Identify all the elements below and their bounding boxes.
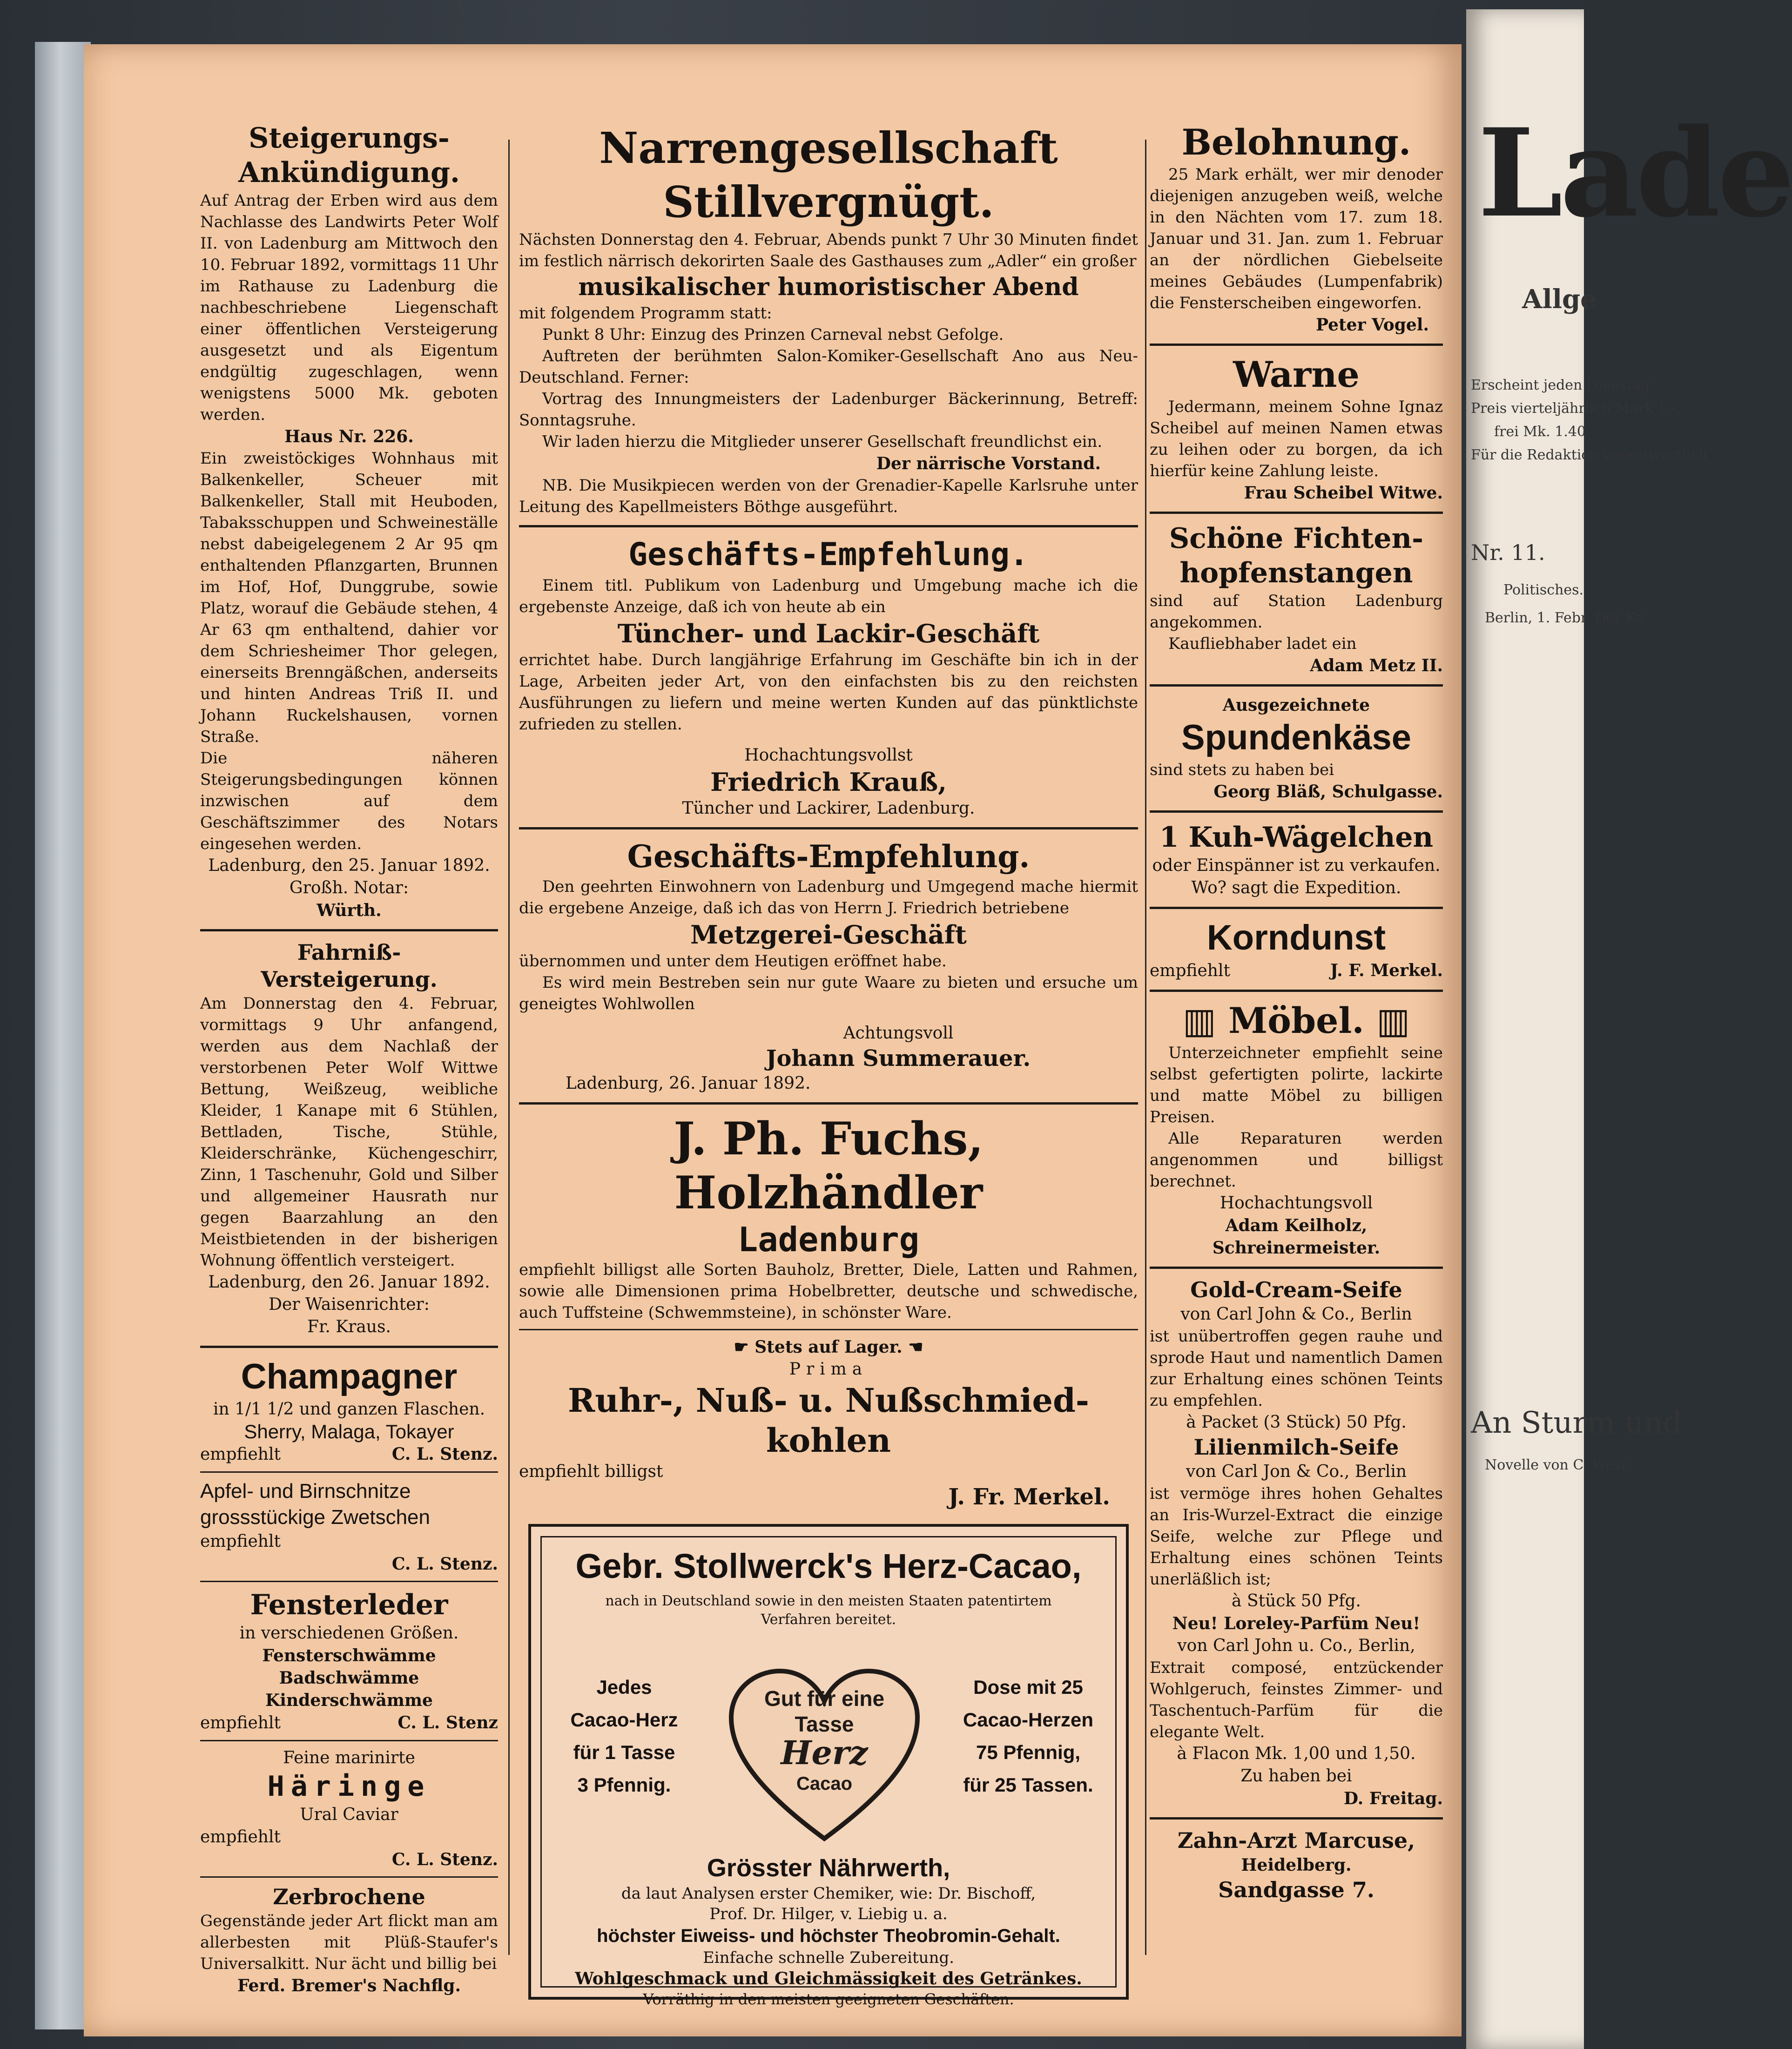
- narren-nb: NB. Die Musikpiecen werden von der Grenadier-Kapelle Karlsruhe unter Leitung des Kapellmeisters Böthge ausgeführt.: [519, 476, 1138, 516]
- fuchs-prima: Prima: [789, 1360, 868, 1379]
- divider: [200, 929, 498, 931]
- steigerung-title: Steigerungs-: [249, 122, 450, 155]
- fensterleder-signature: C. L. Stenz: [397, 1713, 498, 1732]
- loreley-title: Neu! Loreley-Parfüm Neu!: [1172, 1614, 1421, 1633]
- seife-body: ist unübertroffen gegen rauhe und sprode Haut und namentlich Damen zur Erhaltung eines schönen Teints zu empfehlen.: [1150, 1327, 1443, 1410]
- narren-intro: Nächsten Donnerstag den 4. Februar, Abends punkt 7 Uhr 30 Minuten findet im festlich närrisch dekorirten Saale des Gasthauses zum „Adler“ ein großer: [519, 230, 1138, 270]
- fahrnis-office: Der Waisenrichter:: [269, 1295, 430, 1314]
- stollwerck-left-line: Jedes: [596, 1676, 652, 1698]
- empfiehlt-label: empfiehlt: [200, 1445, 281, 1464]
- divider: [200, 1876, 498, 1878]
- stollwerck-right-line: Cacao-Herzen: [963, 1709, 1094, 1731]
- geschaefts1-name: Friedrich Krauß,: [710, 767, 947, 797]
- lilien-title: Lilienmilch-Seife: [1193, 1435, 1399, 1460]
- fuchs-lager: [519, 1336, 1138, 1358]
- apfel-line: Apfel- und Birnschnitze: [200, 1480, 411, 1503]
- facing-masthead: Lade: [1478, 102, 1792, 244]
- belohnung-title: Belohnung.: [1181, 121, 1411, 163]
- haringe-line: Ural Caviar: [300, 1805, 398, 1824]
- fichten-title: Schöne Fichten-: [1169, 522, 1424, 555]
- narren-program-item: Vortrag des Innungmeisters der Ladenburger Bäckerinnung, Betreff: Sonntagsruhe.: [519, 390, 1138, 430]
- narren-program: mit folgendem Programm statt:: [519, 304, 772, 323]
- champagner-footer: [200, 1443, 498, 1466]
- moebel-body: Alle Reparaturen werden angenommen und billigst berechnet.: [1150, 1129, 1443, 1191]
- fuchs-lager-text: Stets auf Lager.: [755, 1337, 903, 1357]
- geschaefts2-trade: Metzgerei-Geschäft: [690, 920, 967, 950]
- haringe-top: Feine marinirte: [283, 1748, 415, 1767]
- ornament-icon: ▥: [1364, 1000, 1410, 1041]
- belohnung-body: 25 Mark erhält, wer mir denoder diejenigen anzugeben weiß, welche in den Nächten vom 17. zum 18. Januar und 31. Jan. zum 1. Februar an der nördlichen Giebelseite meines Gebäudes (Lumpenfabrik) die Fensterscheiben eingeworfen.: [1150, 165, 1443, 312]
- fichten-body: sind auf Station Ladenburg angekommen.: [1150, 592, 1443, 632]
- narren-invite: Wir laden hierzu die Mitglieder unserer Gesellschaft freundlichst ein.: [542, 432, 1103, 451]
- geschaefts1-body: errichtet habe. Durch langjährige Erfahrung im Geschäfte bin ich in der Lage, Arbeiten jeder Art, von den einfachsten bis zu den reichsten Ausführungen zu liefern und meine werten Kunden auf das pünktlichste zufrieden zu stellen.: [519, 651, 1138, 734]
- column-middle: [519, 121, 1138, 2008]
- fensterleder-line: Fensterschwämme: [262, 1646, 436, 1665]
- champagner-line: in 1/1 1/2 und ganzen Flaschen.: [213, 1400, 485, 1419]
- fuchs-empfiehlt: empfiehlt billigst: [519, 1462, 663, 1481]
- apfel-signature: C. L. Stenz.: [391, 1554, 498, 1574]
- fensterleder-footer: [200, 1712, 498, 1734]
- stollwerck-left-line: 3 Pfennig.: [577, 1774, 671, 1796]
- seife-maker: von Carl John & Co., Berlin: [1180, 1305, 1412, 1324]
- spunden-body: sind stets zu haben bei: [1150, 761, 1334, 779]
- divider: [519, 1329, 1138, 1330]
- empfiehlt-label: empfiehlt: [200, 1532, 281, 1551]
- zahn-title: Zahn-Arzt Marcuse,: [1177, 1828, 1415, 1853]
- divider: [1150, 344, 1443, 346]
- fuchs-signature: J. Fr. Merkel.: [948, 1484, 1110, 1510]
- stollwerck-facts: [531, 1853, 1126, 2009]
- lilien-body: ist vermöge ihres hohen Gehaltes an Iris-Wurzel-Extract die einzige Seife, welche zur Pflege und Erhaltung eines schönen Teints unerläßlich ist;: [1150, 1484, 1443, 1589]
- steigerung-body: Auf Antrag der Erben wird aus dem Nachlasse des Landwirts Peter Wolf II. von Ladenburg am Mittwoch den 10. Februar 1892, vormittags 11 Uhr im Rathause zu Ladenburg die nachbeschriebene Liegenschaft einer öffentlichen Versteigerung ausgesetzt und als Eigentum endgültig zugeschlagen, wenn wenigstens 5000 Mk. geboten werden.: [200, 191, 498, 424]
- geschaefts2-body: Es wird mein Bestreben sein nur gute Waare zu bieten und ersuche um geneigtes Wohlwollen: [519, 973, 1138, 1013]
- seife-price: à Packet (3 Stück) 50 Pfg.: [1186, 1413, 1407, 1432]
- zerbrochene-body: Gegenstände jeder Art flickt man am allerbesten mit Plüß-Staufer's Universalkitt. Nur ächt und billig bei: [200, 1912, 498, 1973]
- warne-title: Warne: [1233, 354, 1360, 395]
- fuchs-kohlen: Ruhr-, Nuß- u. Nußschmied-kohlen: [568, 1381, 1089, 1460]
- steigerung-conditions: Die näheren Steigerungsbedingungen können inzwischen auf dem Geschäftszimmer des Notars eingesehen werden.: [200, 749, 498, 853]
- stollwerck-line: höchster Eiweiss- und höchster Theobromin-Gehalt.: [597, 1926, 1060, 1946]
- empfiehlt-label: empfiehlt: [1150, 961, 1230, 980]
- stollwerck-right-line: für 25 Tassen.: [963, 1774, 1093, 1796]
- fahrnis-body: Am Donnerstag den 4. Februar, vormittags 9 Uhr anfangend, werden aus dem Nachlaß der verstorbenen Peter Wolf Wittwe Bettung, Weißzeug, weibliche Kleider, 1 Kanape mit 6 Stühlen, Bettladen, Tische, Stühle, Kleiderschränke, Küchengeschirr, Zinn, 1 Taschenuhr, Gold und Silber und allgemeiner Hausrath nur gegen Baarzahlung an den Meistbietenden in der bisherigen Wohnung öffentlich versteigert.: [200, 994, 498, 1270]
- haringe-title: Häringe: [267, 1770, 431, 1803]
- moebel-signature: Adam Keilholz, Schreinermeister.: [1212, 1216, 1381, 1258]
- column-left: [200, 121, 498, 1997]
- divider: [1150, 990, 1443, 992]
- fichten-signature: Adam Metz II.: [1310, 656, 1443, 675]
- haus-heading: Haus Nr. 226.: [284, 427, 414, 446]
- facing-section: Politisches.: [1503, 582, 1584, 598]
- column-rule: [1145, 140, 1146, 1955]
- spunden-title: Spundenkäse: [1181, 718, 1412, 757]
- loreley-price: à Flacon Mk. 1,00 und 1,50.: [1177, 1744, 1416, 1763]
- fichten-title: hopfenstangen: [1179, 557, 1413, 589]
- moebel-greeting: Hochachtungsvoll: [1219, 1193, 1373, 1213]
- fensterleder-title: Fensterleder: [250, 1589, 448, 1621]
- spunden-signature: Georg Bläß, Schulgasse.: [1213, 782, 1443, 802]
- kuh-body: Wo? sagt die Expedition.: [1191, 878, 1401, 897]
- facing-issue: Nr. 11.: [1471, 540, 1545, 565]
- steigerung-notar: Großh. Notar:: [289, 878, 409, 897]
- belohnung-signature: Peter Vogel.: [1316, 315, 1429, 335]
- narren-title: Narrengesellschaft Stillvergnügt.: [599, 123, 1058, 227]
- divider: [1150, 512, 1443, 514]
- champagner-line: Sherry, Malaga, Tokayer: [244, 1421, 454, 1442]
- stollwerck-left-line: für 1 Tasse: [573, 1741, 675, 1763]
- narren-program-item: Punkt 8 Uhr: Einzug des Prinzen Carneval nebst Gefolge.: [542, 325, 1004, 344]
- steigerung-date: Ladenburg, den 25. Januar 1892.: [208, 856, 490, 875]
- loreley-maker: von Carl John u. Co., Berlin,: [1177, 1636, 1415, 1655]
- geschaefts1-body: Einem titl. Publikum von Ladenburg und Umgebung mache ich die ergebenste Anzeige, daß ich von heute ab ein: [519, 576, 1138, 616]
- narren-program-item: Auftreten der berühmten Salon-Komiker-Gesellschaft Ano aus Neu-Deutschland. Ferner:: [519, 347, 1138, 387]
- kuh-title: 1 Kuh-Wägelchen: [1159, 821, 1434, 854]
- stollwerck-line: Wohlgeschmack und Gleichmässigkeit des Getränkes.: [575, 1969, 1082, 1988]
- divider: [1150, 684, 1443, 687]
- korn-signature: J. F. Merkel.: [1330, 961, 1443, 980]
- zerbrochene-title: Zerbrochene: [273, 1884, 425, 1909]
- divider: [519, 827, 1138, 829]
- loreley-signature: D. Freitag.: [1343, 1789, 1443, 1808]
- fahrnis-title: Fahrniß-: [297, 940, 401, 965]
- stollwerck-right-line: Dose mit 25: [973, 1676, 1083, 1698]
- facing-page: [1466, 9, 1792, 2049]
- geschaefts2-date: Ladenburg, 26. Januar 1892.: [566, 1074, 811, 1093]
- haus-body: Ein zweistöckiges Wohnhaus mit Balkenkeller, Scheuer mit Balkenkeller, Stall mit Heuboden, Tabaksschuppen und Schweineställe nebst dabeigelegenem 2 Ar 95 qm enthaltenden Pflanzgarten, Brunnen im Hof, Hof, Dunggrube, sowie Platz, worauf die Gebäude stehen, 4 Ar 63 qm enthaltend, dahier vor dem Schriesheimer Thor gelegen, einerseits Brenngäßchen, anderseits und hinten Andreas Triß II. und Johann Ruckelshausen, vornen Straße.: [200, 449, 498, 746]
- narren-abend: musikalischer humoristischer Abend: [578, 273, 1079, 301]
- seife-title: Gold-Cream-Seife: [1190, 1277, 1402, 1302]
- korn-footer: [1150, 959, 1443, 982]
- divider: [1150, 1817, 1443, 1820]
- geschaefts1-greeting: Hochachtungsvollst: [744, 746, 913, 765]
- stollwerck-naehrwerth: Grösster Nährwerth,: [707, 1854, 950, 1882]
- geschaefts2-title: Geschäfts-Empfehlung.: [627, 838, 1030, 875]
- zahn-city: Heidelberg.: [1241, 1855, 1352, 1875]
- facing-line: Novelle von C. West: [1485, 1457, 1626, 1473]
- divider: [1150, 1267, 1443, 1269]
- stollwerck-subtitle: nach in Deutschland sowie in den meisten Staaten patentirtem Verfahren bereitet.: [605, 1593, 1052, 1628]
- fensterleder-line: Badschwämme: [279, 1668, 419, 1688]
- heart-text: Cacao: [796, 1773, 853, 1794]
- stollwerck-left-line: Cacao-Herz: [570, 1709, 678, 1731]
- divider: [519, 525, 1138, 527]
- stollwerck-line: Vorräthig in den meisten geeigneten Geschäften.: [643, 1990, 1014, 2008]
- heart-text: Herz: [781, 1733, 868, 1772]
- facing-line: frei Mk. 1.40: [1494, 424, 1586, 440]
- divider: [519, 1102, 1138, 1105]
- stollwerck-ad: [528, 1524, 1129, 2008]
- moebel-body: Unterzeichneter empfiehlt seine selbst gefertigten polirte, lackirte und matte Möbel zu billigen Preisen.: [1150, 1044, 1443, 1126]
- divider: [200, 1346, 498, 1348]
- facing-line: Berlin, 1. Febr. Der Ka: [1485, 610, 1644, 626]
- heart-text: Gut für eine: [764, 1686, 885, 1711]
- geschaefts1-title: Geschäfts-Empfehlung.: [628, 536, 1029, 573]
- geschaefts2-body: übernommen und unter dem Heutigen eröffnet habe.: [519, 952, 947, 971]
- heart-text: Tasse: [795, 1712, 854, 1736]
- divider: [200, 1471, 498, 1473]
- lilien-price: à Stück 50 Pfg.: [1232, 1591, 1361, 1611]
- pointing-hand-icon: ☛: [734, 1337, 755, 1357]
- facing-subtitle: Allge: [1522, 284, 1597, 315]
- divider: [1150, 810, 1443, 813]
- divider: [1150, 907, 1443, 909]
- champagner-signature: C. L. Stenz.: [391, 1444, 498, 1464]
- stollwerck-line: da laut Analysen erster Chemiker, wie: Dr. Bischoff,: [621, 1884, 1036, 1903]
- facing-line: Preis vierteljährlich Mark 1.-,: [1471, 400, 1680, 417]
- korn-title: Korndunst: [1206, 918, 1386, 957]
- warne-body: Jedermann, meinem Sohne Ignaz Scheibel auf meinen Namen etwas zu leihen oder zu borgen, da ich hierfür keine Zahlung leiste.: [1150, 398, 1443, 480]
- column-rule: [508, 140, 510, 1955]
- geschaefts2-body: Den geehrten Einwohnern von Ladenburg und Umgegend mache hiermit die ergebene Anzeige, daß ich das von Herrn J. Friedrich betriebene: [519, 877, 1138, 917]
- empfiehlt-label: empfiehlt: [200, 1827, 281, 1847]
- kuh-body: oder Einspänner ist zu verkaufen.: [1152, 856, 1441, 875]
- fensterleder-line: Kinderschwämme: [265, 1691, 433, 1710]
- fuchs-title: J. Ph. Fuchs, Holzhändler: [674, 1112, 984, 1219]
- fensterleder-line: in verschiedenen Größen.: [239, 1624, 459, 1643]
- zahn-street: Sandgasse 7.: [1218, 1877, 1374, 1902]
- fichten-body: Kaufliebhaber ladet ein: [1168, 634, 1357, 653]
- zerbrochene-signature: Ferd. Bremer's Nachflg.: [237, 1976, 461, 1995]
- spunden-top: Ausgezeichnete: [1222, 695, 1370, 715]
- geschaefts1-role: Tüncher und Lackirer, Ladenburg.: [682, 799, 975, 818]
- stollwerck-right-line: 75 Pfennig,: [976, 1741, 1081, 1763]
- heart-logo: [727, 1666, 922, 1843]
- geschaefts2-greeting: Achtungsvoll: [843, 1024, 954, 1043]
- lilien-maker: von Carl Jon & Co., Berlin: [1186, 1462, 1407, 1481]
- column-right: [1150, 121, 1443, 1903]
- warne-signature: Frau Scheibel Witwe.: [1244, 483, 1443, 503]
- stollwerck-line: Einfache schnelle Zubereitung.: [702, 1948, 955, 1967]
- pointing-hand-icon: ☚: [902, 1337, 923, 1357]
- fahrnis-title: Versteigerung.: [261, 967, 438, 992]
- divider: [200, 1581, 498, 1582]
- steigerung-title: Ankündigung.: [238, 156, 460, 189]
- stollwerck-left: [554, 1671, 694, 1801]
- fahrnis-signature: Fr. Kraus.: [307, 1317, 391, 1336]
- geschaefts1-trade: Tüncher- und Lackir-Geschäft: [617, 619, 1040, 648]
- fuchs-place: Ladenburg: [737, 1220, 920, 1259]
- apfel-line: grossstückige Zwetschen: [200, 1506, 430, 1529]
- narren-signature: Der närrische Vorstand.: [876, 454, 1101, 473]
- champagner-title: Champagner: [241, 1357, 458, 1396]
- moebel-title: [1150, 999, 1443, 1042]
- steigerung-signature: Würth.: [317, 901, 382, 920]
- stollwerck-title: Gebr. Stollwerck's Herz-Cacao,: [575, 1547, 1082, 1585]
- empfiehlt-label: empfiehlt: [200, 1713, 281, 1732]
- facing-line: Erscheint jeden Dienstag: [1471, 377, 1650, 393]
- divider: [200, 1740, 498, 1741]
- book-edge: [35, 42, 91, 2029]
- stollwerck-line: Prof. Dr. Hilger, v. Liebig u. a.: [709, 1905, 948, 1923]
- fuchs-body: empfiehlt billigst alle Sorten Bauholz, Bretter, Diele, Latten und Rahmen, sowie alle Dimensionen prima Hobelbretter, deutsche und schwedische, auch Tuffsteine (Schwemmsteine), in schönster Ware.: [519, 1260, 1138, 1322]
- facing-line: Für die Redaktion verantwortlich: [1471, 447, 1708, 463]
- stollwerck-right: [949, 1671, 1107, 1801]
- geschaefts2-name: Johann Summerauer.: [766, 1045, 1031, 1072]
- ornament-icon: ▥: [1182, 1000, 1229, 1041]
- moebel-title-text: Möbel.: [1228, 1000, 1364, 1041]
- loreley-body: Extrait composé, entzückender Wohlgeruch, feinstes Zimmer- und Taschentuch-Parfüm für die elegante Welt.: [1150, 1658, 1443, 1741]
- loreley-avail: Zu haben bei: [1240, 1766, 1352, 1786]
- fahrnis-date: Ladenburg, den 26. Januar 1892.: [208, 1273, 490, 1292]
- haringe-signature: C. L. Stenz.: [391, 1850, 498, 1869]
- facing-heading: An Sturm und: [1471, 1406, 1682, 1440]
